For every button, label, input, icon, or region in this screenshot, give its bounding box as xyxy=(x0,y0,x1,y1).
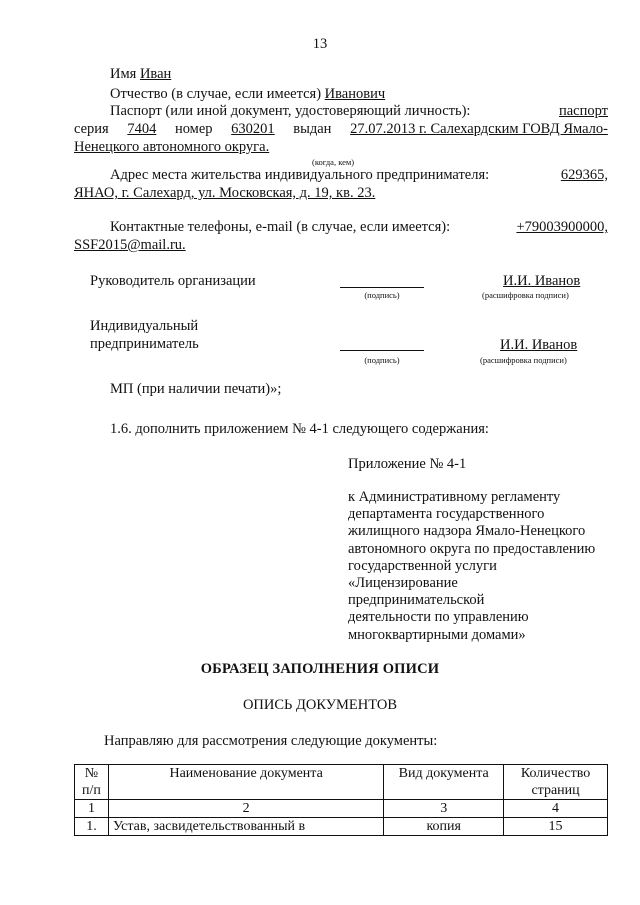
passport-line-2 xyxy=(74,121,608,138)
passport-label: Паспорт (или иной документ, удостоверяющий личность): xyxy=(110,103,471,119)
documents-table xyxy=(74,764,608,836)
entrepreneur-signature-caption: (подпись) xyxy=(364,355,400,365)
table-header-row xyxy=(75,765,608,800)
appendix-line: «Лицензирование xyxy=(348,575,458,592)
address-line-2: ЯНАО, г. Салехард, ул. Московская, д. 19, кв. 23. xyxy=(74,185,376,201)
appendix-title: Приложение № 4-1 xyxy=(348,456,467,472)
contacts-phone: +79003900000, xyxy=(516,219,608,235)
row-number: 1. xyxy=(75,818,109,836)
row-document-name: Устав, засвидетельствованный в xyxy=(108,818,383,836)
appendix-line: предпринимательской xyxy=(348,592,485,609)
header-number xyxy=(75,765,109,800)
index-cell: 2 xyxy=(108,800,383,818)
appendix-line: многоквартирными домами» xyxy=(348,626,526,643)
appendix-line: государственной услуги xyxy=(348,557,497,574)
index-cell: 3 xyxy=(384,800,504,818)
header-count-line-2: страниц xyxy=(531,783,580,798)
entrepreneur-label-1: Индивидуальный xyxy=(90,318,199,334)
contacts-label: Контактные телефоны, e-mail (в случае, если имеется): xyxy=(110,219,451,235)
entrepreneur-name-caption: (расшифровка подписи) xyxy=(480,355,567,365)
contacts-email: SSF2015@mail.ru. xyxy=(74,237,186,253)
org-head-signature-caption: (подпись) xyxy=(364,290,400,300)
org-head-label: Руководитель организации xyxy=(90,273,256,289)
clause-text: 1.6. дополнить приложением № 4-1 следующего содержания: xyxy=(110,421,489,437)
passport-issued: 27.07.2013 г. Салехардским ГОВД Ямало- xyxy=(350,121,608,137)
entrepreneur-signature-blank xyxy=(340,340,424,351)
inventory-heading: ОПИСЬ ДОКУМЕНТОВ xyxy=(242,697,398,713)
intro-text: Направляю для рассмотрения следующие документы: xyxy=(104,733,438,749)
passport-number-label: номер xyxy=(174,121,213,137)
passport-series: 7404 xyxy=(127,121,157,137)
stamp-note: МП (при наличии печати)»; xyxy=(110,381,282,397)
appendix-line: департамента государственного xyxy=(348,506,545,523)
passport-issued-label: выдан xyxy=(293,121,332,137)
header-number-line-1: № xyxy=(84,766,99,781)
header-document-type: Вид документа xyxy=(384,765,504,800)
name-label: Имя xyxy=(110,66,140,82)
passport-number: 630201 xyxy=(231,121,275,137)
entrepreneur-label-2: предприниматель xyxy=(90,336,199,352)
index-cell: 1 xyxy=(75,800,109,818)
name-line xyxy=(110,66,171,83)
patronymic-line xyxy=(110,86,385,103)
header-page-count xyxy=(504,765,608,800)
appendix-line: автономного округа по предоставлению xyxy=(348,540,596,557)
name-value: Иван xyxy=(139,66,172,82)
entrepreneur-name: И.И. Иванов xyxy=(500,337,578,353)
table-index-row xyxy=(75,800,608,818)
row-document-type: копия xyxy=(384,818,504,836)
address-line-1 xyxy=(110,167,608,184)
table-row xyxy=(75,818,608,836)
passport-line-1 xyxy=(110,103,608,120)
passport-line-3: Ненецкого автономного округа. xyxy=(74,139,270,155)
patronymic-value: Иванович xyxy=(324,86,386,102)
passport-series-label: серия xyxy=(74,121,109,137)
appendix-line: к Административному регламенту xyxy=(348,489,561,505)
appendix-text xyxy=(348,489,595,644)
address-label: Адрес места жительства индивидуального предпринимателя: xyxy=(110,167,490,183)
header-count-line-1: Количество xyxy=(520,766,591,781)
appendix-line: жилищного надзора Ямало-Ненецкого xyxy=(348,523,586,540)
contacts-line-1 xyxy=(110,219,608,236)
passport-caption: (когда, кем) xyxy=(312,157,355,167)
header-number-line-2: п/п xyxy=(82,783,101,798)
passport-type: паспорт xyxy=(558,103,608,119)
org-head-name: И.И. Иванов xyxy=(503,273,581,289)
org-head-name-caption: (расшифровка подписи) xyxy=(482,290,569,300)
row-page-count: 15 xyxy=(504,818,608,836)
address-zip: 629365, xyxy=(560,167,608,183)
index-cell: 4 xyxy=(504,800,608,818)
patronymic-label: Отчество (в случае, если имеется) xyxy=(110,86,325,102)
org-head-signature-blank xyxy=(340,275,424,288)
sample-heading: ОБРАЗЕЦ ЗАПОЛНЕНИЯ ОПИСИ xyxy=(200,661,440,677)
appendix-line: деятельности по управлению xyxy=(348,609,529,626)
page-number: 13 xyxy=(312,36,328,52)
header-document-name: Наименование документа xyxy=(108,765,383,800)
